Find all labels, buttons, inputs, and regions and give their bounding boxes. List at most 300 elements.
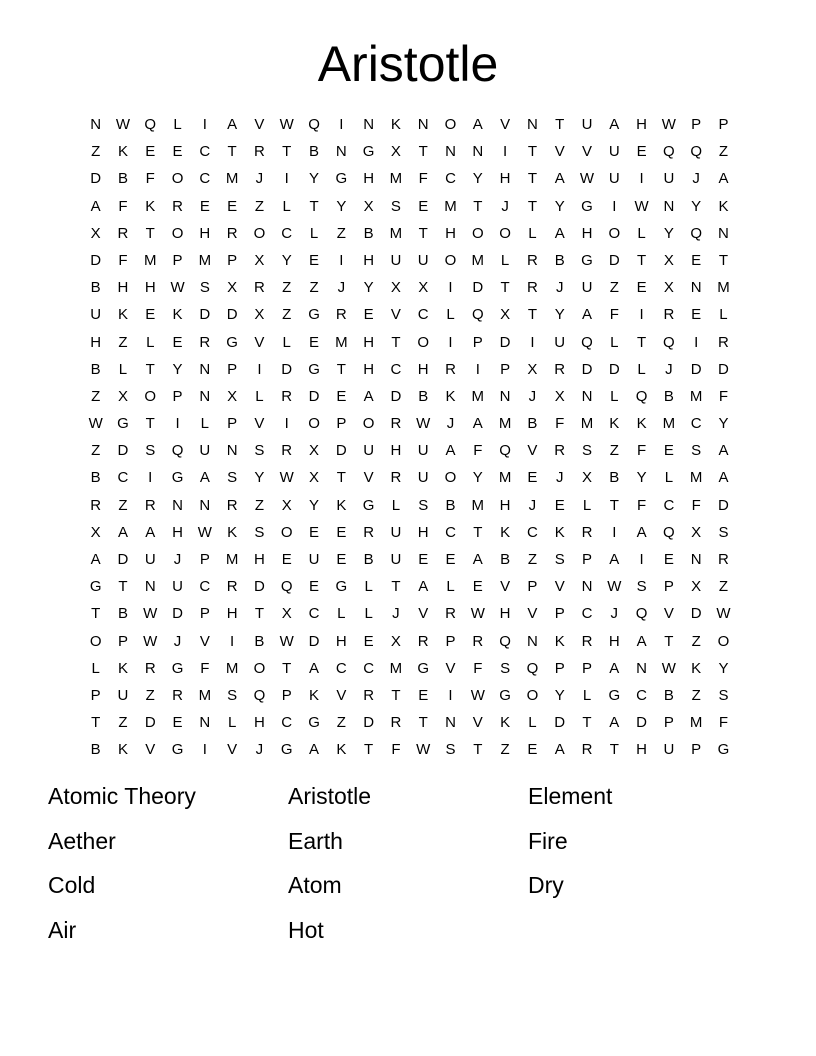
- grid-letter: W: [634, 197, 649, 215]
- grid-letter: R: [226, 578, 238, 596]
- grid-letter: N: [472, 143, 484, 161]
- grid-letter: V: [554, 578, 565, 596]
- grid-letter: E: [309, 251, 320, 269]
- grid-letter: M: [198, 251, 212, 269]
- grid-letter: Q: [471, 306, 484, 324]
- grid-letter: A: [117, 523, 128, 541]
- grid-letter: T: [309, 197, 319, 215]
- grid-letter: V: [199, 632, 210, 650]
- grid-letter: R: [554, 360, 566, 378]
- grid-row: [82, 655, 738, 682]
- grid-letter: X: [254, 251, 265, 269]
- grid-letter: I: [148, 469, 153, 487]
- grid-letter: J: [392, 605, 400, 623]
- grid-letter: A: [609, 551, 620, 568]
- grid-letter: O: [144, 387, 157, 405]
- grid-letter: J: [665, 360, 673, 378]
- grid-letter: L: [282, 197, 291, 215]
- grid-letter: Q: [663, 143, 675, 161]
- grid-letter: K: [145, 197, 156, 215]
- grid-letter: M: [717, 279, 730, 297]
- grid-letter: K: [691, 659, 702, 677]
- grid-letter: K: [609, 415, 620, 433]
- grid-letter: P: [172, 251, 183, 269]
- grid-letter: T: [555, 116, 565, 133]
- grid-letter: Z: [609, 279, 619, 297]
- grid-letter: B: [500, 551, 511, 568]
- grid-letter: R: [417, 632, 429, 650]
- grid-letter: V: [445, 659, 456, 677]
- grid-letter: M: [198, 686, 212, 704]
- grid-letter: X: [663, 251, 674, 269]
- grid-letter: P: [581, 551, 592, 568]
- grid-letter: L: [364, 578, 373, 596]
- grid-letter: R: [117, 224, 129, 242]
- grid-letter: A: [636, 523, 647, 541]
- grid-letter: I: [175, 415, 180, 433]
- grid-letter: P: [199, 551, 210, 568]
- grid-letter: S: [199, 279, 210, 297]
- grid-letter: M: [471, 496, 485, 514]
- grid-letter: W: [661, 116, 676, 133]
- grid-letter: Y: [172, 360, 183, 378]
- grid-letter: A: [227, 116, 238, 133]
- grid-letter: P: [90, 686, 101, 704]
- grid-letter: Q: [280, 578, 293, 596]
- grid-letter: T: [527, 306, 537, 324]
- grid-letter: L: [500, 251, 510, 269]
- grid-letter: N: [445, 714, 456, 732]
- grid-letter: D: [499, 333, 511, 351]
- grid-letter: R: [718, 333, 729, 351]
- grid-letter: R: [718, 551, 729, 568]
- grid-letter: R: [526, 279, 538, 297]
- grid-letter: N: [363, 116, 375, 133]
- grid-letter: R: [526, 251, 538, 269]
- grid-letter: E: [418, 686, 429, 704]
- grid-row: [82, 546, 738, 573]
- grid-letter: M: [389, 224, 403, 242]
- grid-letter: G: [171, 659, 184, 677]
- grid-letter: S: [254, 442, 265, 460]
- grid-letter: C: [117, 469, 129, 487]
- grid-letter: W: [115, 116, 131, 133]
- grid-letter: H: [581, 224, 593, 242]
- grid-letter: Y: [309, 496, 320, 514]
- grid-letter: X: [227, 279, 238, 297]
- grid-row: [82, 138, 738, 165]
- grid-letter: F: [637, 442, 647, 460]
- grid-letter: F: [718, 387, 729, 405]
- grid-letter: I: [448, 279, 453, 297]
- grid-letter: M: [225, 170, 239, 188]
- grid-letter: A: [609, 659, 620, 677]
- grid-letter: S: [636, 578, 647, 596]
- grid-letter: I: [257, 360, 262, 378]
- grid-letter: G: [171, 741, 184, 759]
- grid-letter: L: [146, 333, 155, 351]
- grid-letter: C: [390, 360, 402, 378]
- grid-letter: B: [117, 605, 128, 623]
- grid-letter: A: [718, 442, 729, 460]
- grid-letter: E: [363, 306, 374, 324]
- grid-letter: U: [308, 551, 320, 568]
- grid-letter: V: [363, 469, 374, 487]
- grid-letter: J: [255, 741, 264, 759]
- grid-letter: T: [500, 279, 510, 297]
- grid-letter: N: [663, 197, 675, 215]
- grid-letter: M: [444, 197, 457, 215]
- grid-letter: Z: [91, 442, 101, 460]
- grid-letter: M: [471, 251, 485, 269]
- grid-row: [82, 329, 738, 356]
- grid-letter: C: [199, 170, 211, 188]
- grid-letter: N: [199, 360, 211, 378]
- grid-letter: O: [280, 523, 293, 541]
- grid-letter: D: [335, 442, 347, 460]
- grid-letter: T: [282, 659, 292, 677]
- grid-letter: O: [499, 224, 511, 242]
- grid-letter: I: [448, 686, 453, 704]
- grid-letter: K: [718, 197, 729, 215]
- grid-letter: T: [664, 632, 674, 650]
- grid-letter: M: [498, 469, 512, 487]
- grid-letter: D: [308, 632, 320, 650]
- grid-letter: W: [607, 578, 622, 596]
- grid-letter: Q: [663, 523, 675, 541]
- grid-letter: N: [226, 442, 238, 460]
- grid-letter: J: [692, 170, 700, 188]
- grid-letter: G: [608, 686, 621, 704]
- grid-letter: C: [663, 496, 675, 514]
- grid-letter: R: [226, 496, 238, 514]
- grid-letter: R: [390, 415, 402, 433]
- grid-letter: B: [609, 469, 620, 487]
- grid-letter: B: [663, 686, 674, 704]
- grid-letter: E: [199, 197, 210, 215]
- grid-letter: X: [90, 224, 101, 242]
- grid-letter: X: [309, 469, 320, 487]
- grid-letter: P: [691, 741, 702, 759]
- grid-letter: Z: [527, 551, 537, 568]
- grid-letter: V: [227, 741, 238, 759]
- grid-row: [82, 111, 738, 138]
- grid-letter: E: [663, 442, 674, 460]
- grid-letter: S: [254, 523, 265, 541]
- grid-letter: O: [308, 415, 320, 433]
- grid-letter: X: [691, 523, 702, 541]
- word-list-item: Aether: [48, 827, 116, 854]
- grid-letter: J: [555, 279, 564, 297]
- word-list: [48, 778, 768, 956]
- grid-letter: A: [472, 415, 483, 433]
- grid-letter: K: [554, 632, 565, 650]
- grid-letter: R: [281, 387, 293, 405]
- grid-letter: T: [118, 578, 128, 596]
- grid-letter: D: [581, 360, 593, 378]
- grid-letter: W: [661, 659, 676, 677]
- grid-letter: Y: [718, 415, 729, 433]
- grid-letter: R: [363, 523, 375, 541]
- grid-letter: Y: [663, 224, 674, 242]
- grid-letter: L: [91, 659, 100, 677]
- page-title: Aristotle: [317, 36, 499, 92]
- grid-letter: L: [391, 496, 401, 514]
- grid-letter: V: [500, 116, 511, 133]
- grid-letter: U: [390, 523, 402, 541]
- grid-row: [82, 356, 738, 383]
- grid-letter: D: [90, 170, 102, 188]
- grid-letter: F: [473, 442, 483, 460]
- grid-letter: D: [144, 714, 156, 732]
- grid-letter: D: [363, 714, 375, 732]
- grid-row: [82, 709, 738, 736]
- grid-letter: I: [339, 251, 344, 269]
- grid-letter: I: [639, 170, 644, 188]
- grid-letter: Q: [690, 224, 703, 242]
- grid-letter: J: [337, 279, 346, 297]
- grid-letter: G: [117, 415, 129, 433]
- grid-letter: U: [90, 306, 102, 324]
- grid-letter: Q: [690, 143, 703, 161]
- grid-letter: C: [335, 659, 347, 677]
- grid-letter: R: [172, 197, 183, 215]
- grid-letter: D: [90, 251, 102, 269]
- grid-letter: E: [281, 551, 292, 568]
- grid-letter: Q: [171, 442, 184, 460]
- grid-letter: S: [500, 659, 511, 677]
- grid-letter: P: [554, 659, 565, 677]
- grid-letter: I: [612, 197, 617, 215]
- grid-letter: X: [363, 197, 374, 215]
- grid-letter: U: [663, 170, 675, 188]
- word-list-item: Atom: [288, 872, 342, 898]
- grid-letter: X: [554, 387, 565, 405]
- grid-letter: Y: [254, 469, 265, 487]
- grid-letter: I: [503, 143, 508, 161]
- grid-letter: A: [90, 551, 101, 568]
- grid-letter: T: [473, 523, 483, 541]
- grid-letter: N: [636, 659, 647, 677]
- grid-letter: N: [417, 116, 429, 133]
- grid-letter: A: [309, 741, 320, 759]
- grid-letter: A: [418, 578, 429, 596]
- grid-letter: F: [391, 741, 401, 759]
- grid-letter: L: [282, 333, 291, 351]
- grid-row: [82, 220, 738, 247]
- grid-letter: O: [608, 224, 621, 242]
- grid-letter: N: [199, 496, 211, 514]
- grid-letter: E: [145, 143, 156, 161]
- grid-letter: T: [418, 714, 428, 732]
- grid-letter: D: [281, 360, 293, 378]
- grid-letter: Q: [499, 442, 511, 460]
- grid-letter: U: [608, 170, 620, 188]
- grid-letter: X: [227, 387, 238, 405]
- grid-letter: C: [417, 306, 429, 324]
- grid-letter: E: [418, 197, 429, 215]
- grid-letter: T: [473, 197, 483, 215]
- grid-letter: D: [472, 279, 484, 297]
- grid-letter: G: [280, 741, 293, 759]
- grid-letter: T: [637, 333, 647, 351]
- grid-letter: X: [281, 605, 292, 623]
- grid-letter: S: [581, 442, 592, 460]
- grid-letter: R: [144, 659, 156, 677]
- grid-row: [82, 410, 738, 437]
- grid-letter: D: [554, 714, 566, 732]
- grid-row: [82, 274, 738, 301]
- grid-letter: K: [336, 496, 347, 514]
- grid-letter: X: [500, 306, 511, 324]
- grid-letter: M: [389, 170, 403, 188]
- grid-letter: U: [144, 551, 156, 568]
- grid-letter: E: [309, 523, 320, 541]
- grid-letter: T: [527, 170, 537, 188]
- grid-letter: I: [339, 116, 344, 133]
- grid-letter: Y: [281, 251, 292, 269]
- grid-letter: Y: [363, 279, 374, 297]
- grid-letter: B: [363, 551, 374, 568]
- grid-letter: T: [391, 686, 401, 704]
- grid-letter: Z: [118, 496, 128, 514]
- grid-letter: H: [363, 170, 375, 188]
- grid-letter: H: [499, 605, 511, 623]
- grid-letter: A: [554, 741, 565, 759]
- grid-letter: L: [446, 578, 455, 596]
- grid-letter: L: [173, 116, 182, 133]
- grid-letter: Z: [309, 279, 319, 297]
- grid-letter: K: [445, 387, 456, 405]
- grid-letter: E: [472, 578, 483, 596]
- grid-letter: W: [416, 415, 431, 433]
- grid-letter: Z: [691, 632, 701, 650]
- grid-letter: R: [226, 224, 238, 242]
- grid-letter: V: [581, 143, 592, 161]
- grid-letter: G: [362, 496, 375, 514]
- grid-letter: U: [417, 469, 429, 487]
- grid-letter: C: [199, 578, 211, 596]
- grid-letter: V: [336, 686, 347, 704]
- grid-letter: W: [170, 279, 185, 297]
- grid-letter: L: [446, 306, 455, 324]
- grid-letter: R: [581, 741, 593, 759]
- grid-letter: I: [284, 170, 289, 188]
- grid-letter: X: [117, 387, 128, 405]
- grid-letter: C: [199, 143, 211, 161]
- word-list-item: Atomic Theory: [48, 783, 196, 809]
- grid-letter: H: [363, 251, 375, 269]
- grid-letter: L: [582, 496, 592, 514]
- grid-letter: L: [364, 605, 373, 623]
- grid-letter: L: [309, 224, 319, 242]
- word-list-item: Cold: [48, 872, 96, 898]
- grid-letter: V: [472, 714, 483, 732]
- grid-letter: L: [637, 360, 646, 378]
- grid-letter: N: [172, 496, 183, 514]
- grid-letter: H: [363, 333, 375, 351]
- grid-letter: K: [500, 523, 511, 541]
- grid-letter: E: [691, 306, 702, 324]
- grid-letter: U: [390, 551, 402, 568]
- grid-letter: M: [580, 415, 594, 433]
- grid-letter: C: [363, 659, 375, 677]
- grid-letter: V: [145, 741, 156, 759]
- grid-letter: L: [200, 415, 209, 433]
- grid-letter: E: [527, 469, 538, 487]
- grid-letter: K: [390, 116, 401, 133]
- grid-letter: X: [281, 496, 292, 514]
- grid-letter: T: [145, 224, 155, 242]
- grid-letter: B: [363, 224, 374, 242]
- grid-letter: P: [718, 116, 729, 133]
- grid-row: [82, 492, 738, 519]
- grid-letter: E: [445, 551, 456, 568]
- grid-letter: O: [526, 686, 539, 704]
- grid-letter: T: [418, 143, 428, 161]
- grid-row: [82, 383, 738, 410]
- grid-letter: P: [527, 578, 538, 596]
- grid-letter: I: [639, 306, 644, 324]
- grid-letter: S: [390, 197, 401, 215]
- grid-letter: R: [281, 442, 293, 460]
- grid-letter: U: [417, 442, 429, 460]
- grid-letter: K: [117, 143, 128, 161]
- grid-letter: A: [609, 714, 620, 732]
- grid-letter: Q: [253, 686, 266, 704]
- grid-letter: G: [226, 333, 238, 351]
- grid-letter: R: [581, 632, 593, 650]
- word-list-item: Air: [48, 916, 77, 943]
- grid-letter: T: [609, 496, 619, 514]
- grid-letter: A: [309, 659, 320, 677]
- grid-letter: L: [528, 224, 537, 242]
- grid-letter: A: [636, 632, 647, 650]
- grid-letter: N: [526, 116, 538, 133]
- grid-row: [82, 573, 738, 600]
- grid-letter: K: [554, 523, 565, 541]
- grid-letter: T: [391, 578, 401, 596]
- grid-letter: T: [527, 143, 537, 161]
- grid-letter: N: [581, 387, 593, 405]
- grid-letter: E: [336, 387, 347, 405]
- grid-letter: S: [691, 442, 702, 460]
- grid-letter: T: [91, 605, 101, 623]
- grid-letter: U: [172, 578, 183, 596]
- grid-letter: T: [418, 224, 428, 242]
- grid-letter: T: [254, 605, 265, 623]
- grid-letter: T: [637, 251, 647, 269]
- grid-letter: I: [639, 551, 644, 568]
- grid-letter: B: [90, 469, 101, 487]
- grid-letter: X: [90, 523, 101, 541]
- grid-letter: E: [663, 551, 674, 568]
- grid-row: [82, 736, 738, 763]
- grid-letter: V: [527, 605, 538, 623]
- grid-letter: I: [202, 116, 207, 133]
- grid-letter: G: [581, 251, 593, 269]
- grid-letter: J: [173, 551, 182, 568]
- grid-letter: B: [90, 360, 101, 378]
- grid-letter: N: [690, 551, 702, 568]
- grid-letter: S: [227, 469, 238, 487]
- grid-letter: Q: [581, 333, 593, 351]
- grid-letter: I: [230, 632, 235, 650]
- grid-letter: E: [172, 714, 183, 732]
- grid-letter: Y: [554, 306, 565, 324]
- grid-letter: A: [609, 116, 620, 133]
- grid-letter: X: [390, 632, 401, 650]
